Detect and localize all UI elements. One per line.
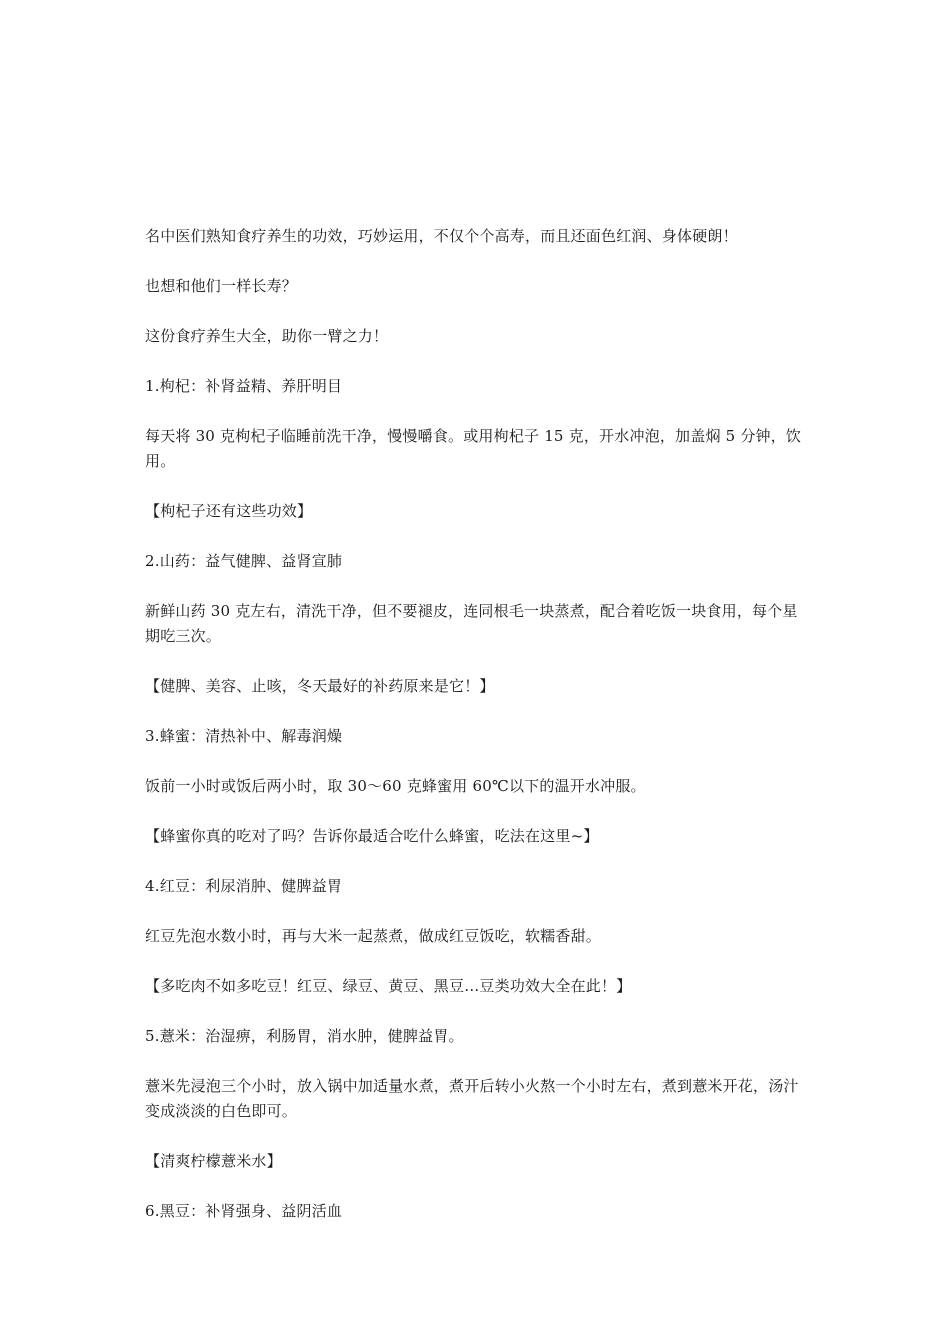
- document-body: [145, 224, 810, 1249]
- section-heading-coix: 5.薏米：治湿痹，利肠胃，消水肿，健脾益胃。: [145, 1027, 464, 1045]
- intro-question: 也想和他们一样长寿？: [145, 277, 298, 295]
- red-bean-method: 红豆先泡水数小时，再与大米一起蒸煮，做成红豆饭吃，软糯香甜。: [145, 927, 602, 945]
- section-heading-black-bean: 6.黑豆：补肾强身、益阴活血: [145, 1202, 343, 1220]
- goji-method: 每天将 30 克枸杞子临睡前洗干净，慢慢嚼食。或用枸杞子 15 克，开水冲泡，加盖焖 5 分钟，饮用。: [145, 427, 802, 470]
- yam-method: 新鲜山药 30 克左右，清洗干净，但不要褪皮，连同根毛一块蒸煮，配合着吃饭一块食用，每个星期吃三次。: [145, 602, 798, 645]
- coix-method: 薏米先浸泡三个小时，放入锅中加适量水煮，煮开后转小火熬一个小时左右，煮到薏米开花，汤汁变成淡淡的白色即可。: [145, 1077, 799, 1120]
- red-bean-related-link: 【多吃肉不如多吃豆！红豆、绿豆、黄豆、黑豆…豆类功效大全在此！】: [145, 977, 632, 995]
- yam-related-link: 【健脾、美容、止咳，冬天最好的补药原来是它！】: [145, 677, 495, 695]
- section-heading-yam: 2.山药：益气健脾、益肾宣肺: [145, 552, 343, 570]
- goji-related-link: 【枸杞子还有这些功效】: [145, 502, 313, 520]
- honey-method: 饭前一小时或饭后两小时，取 30～60 克蜂蜜用 60℃以下的温开水冲服。: [145, 777, 646, 795]
- honey-related-link: 【蜂蜜你真的吃对了吗？告诉你最适合吃什么蜂蜜，吃法在这里~】: [145, 827, 599, 845]
- section-heading-honey: 3.蜂蜜：清热补中、解毒润燥: [145, 727, 343, 745]
- section-heading-red-bean: 4.红豆：利尿消肿、健脾益胃: [145, 877, 343, 895]
- section-heading-goji: 1.枸杞：补肾益精、养肝明目: [145, 377, 343, 395]
- coix-related-link: 【清爽柠檬薏米水】: [145, 1152, 282, 1170]
- intro-paragraph: 这份食疗养生大全，助你一臂之力！: [145, 327, 389, 345]
- intro-paragraph: 名中医们熟知食疗养生的功效，巧妙运用，不仅个个高寿，而且还面色红润、身体硬朗！: [145, 227, 738, 245]
